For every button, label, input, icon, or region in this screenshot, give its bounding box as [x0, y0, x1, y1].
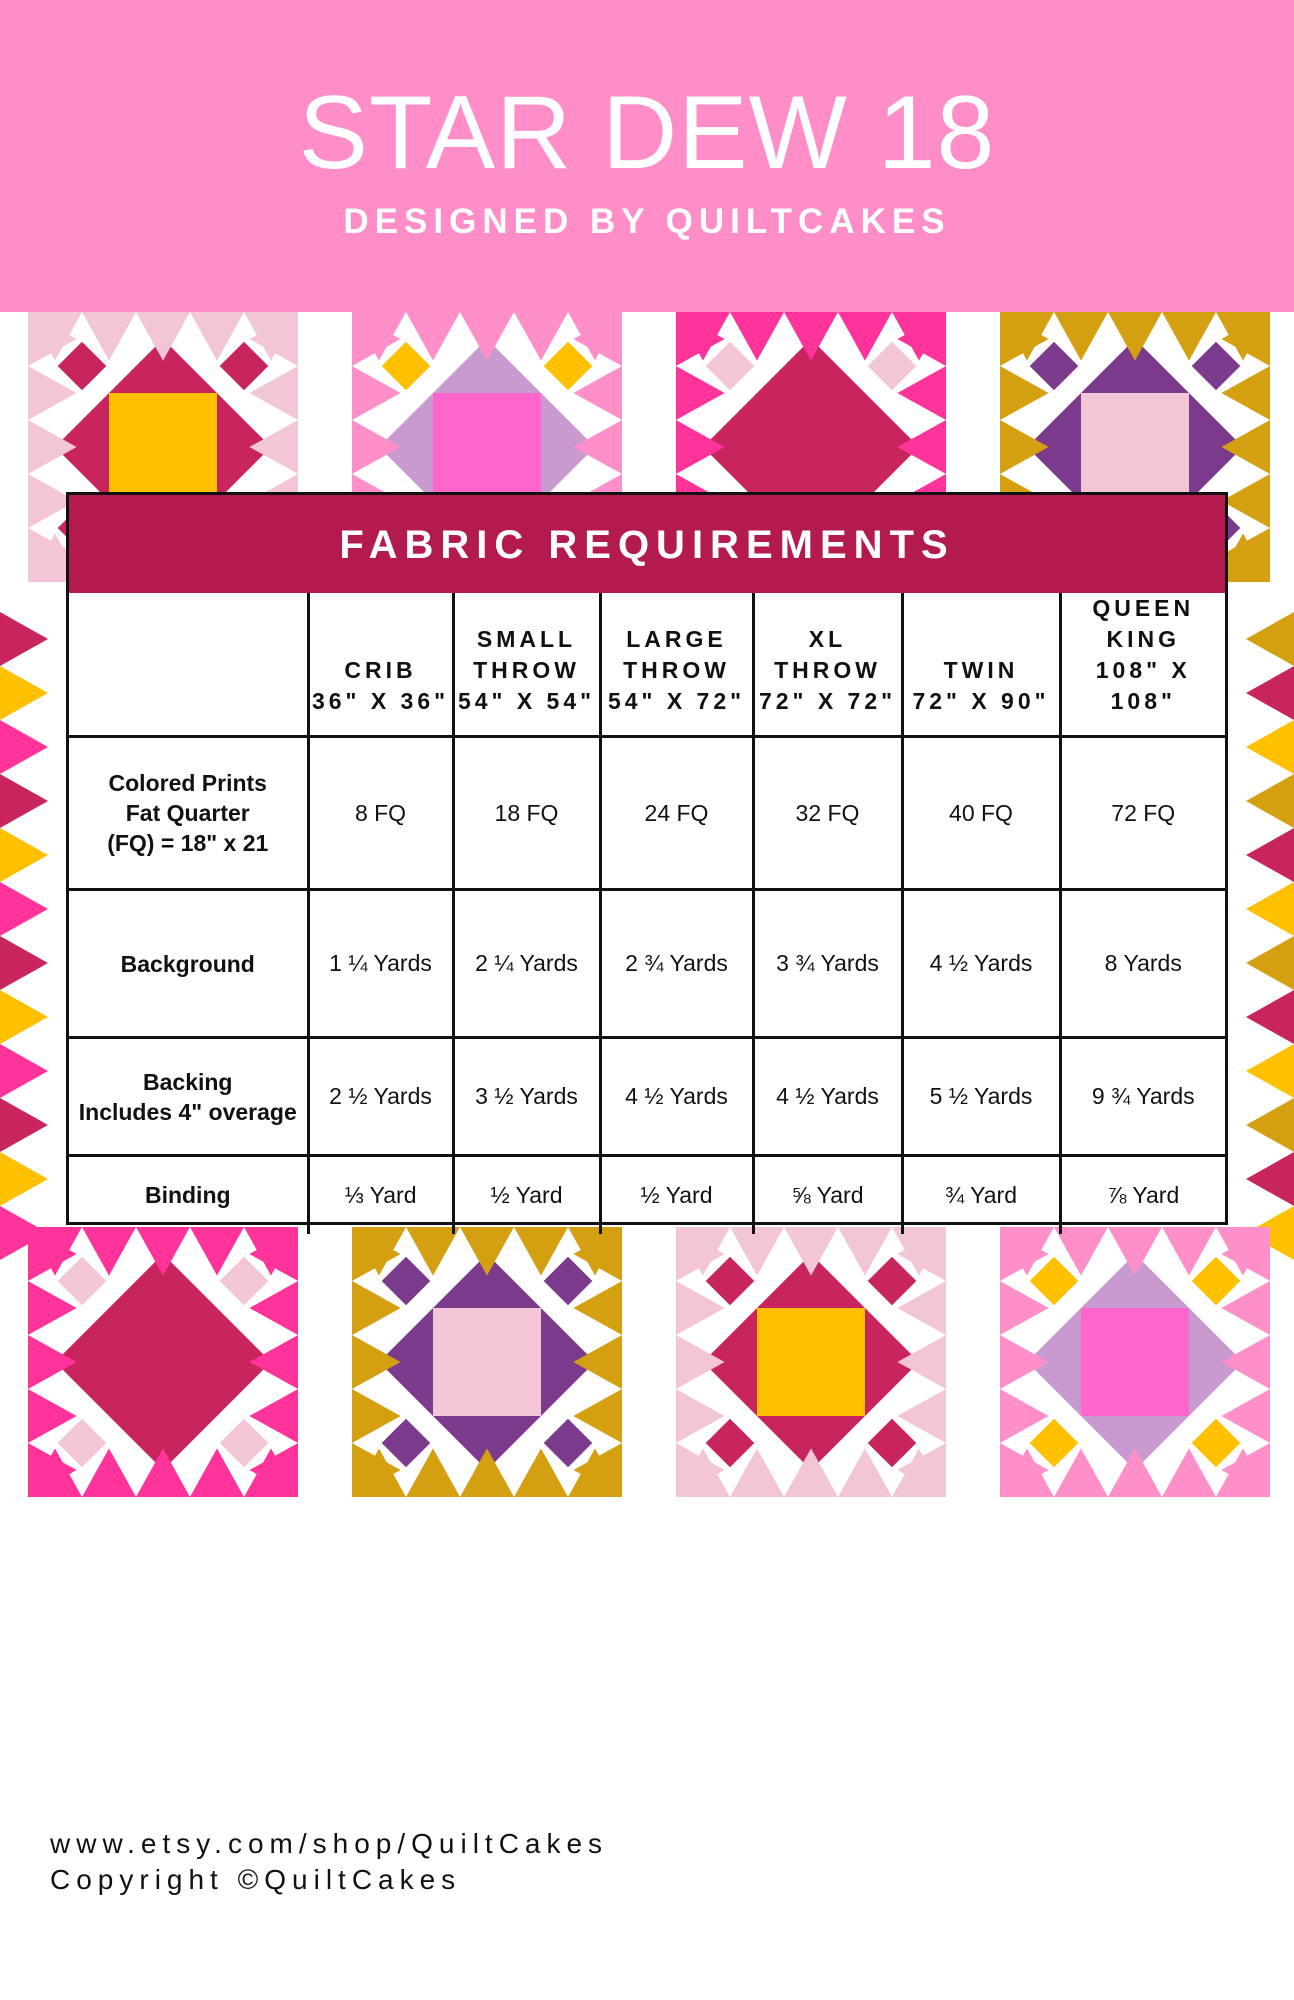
corner-diamond [1192, 1419, 1241, 1468]
star-center-square [1081, 1308, 1189, 1416]
corner-diamond [544, 342, 593, 391]
sawtooth-triangle [136, 312, 190, 361]
side-sawtooth-triangle [1246, 936, 1294, 990]
corner-cell [69, 593, 308, 737]
side-sawtooth-triangle [1246, 1152, 1294, 1206]
side-sawtooth-triangle [1246, 882, 1294, 936]
corner-diamond [1030, 1419, 1079, 1468]
corner-diamond [1030, 1257, 1079, 1306]
sawtooth-triangle [1108, 312, 1162, 361]
side-sawtooth-triangle [0, 1044, 48, 1098]
star-center-square [109, 393, 217, 501]
side-sawtooth-triangle [0, 990, 48, 1044]
table-row [69, 1156, 1225, 1234]
sawtooth-triangle [1221, 420, 1270, 474]
sawtooth-triangle [1108, 1227, 1162, 1276]
corner-diamond [220, 342, 269, 391]
sawtooth-triangle [784, 1227, 838, 1276]
side-sawtooth-triangle [0, 666, 48, 720]
corner-diamond [544, 1419, 593, 1468]
side-sawtooth-triangle [0, 828, 48, 882]
side-sawtooth-triangle [0, 612, 48, 666]
sawtooth-triangle [784, 1448, 838, 1497]
sawtooth-triangle [676, 420, 725, 474]
sawtooth-triangle [1108, 1448, 1162, 1497]
table-title: FABRIC REQUIREMENTS [69, 495, 1225, 593]
sawtooth-triangle [249, 1335, 298, 1389]
side-sawtooth-triangle [0, 936, 48, 990]
corner-diamond [382, 342, 431, 391]
side-sawtooth-triangle [0, 882, 48, 936]
side-sawtooth-triangle [1246, 774, 1294, 828]
table-cell: 24 FQ [600, 737, 753, 890]
table-cell: 4 ½ Yards [753, 1038, 902, 1156]
side-sawtooth-triangle [1246, 666, 1294, 720]
sawtooth-triangle [1000, 420, 1049, 474]
table-cell: 40 FQ [902, 737, 1060, 890]
corner-diamond [58, 1419, 107, 1468]
table-row [69, 890, 1225, 1038]
side-sawtooth-triangle [1246, 612, 1294, 666]
table-cell: ⅞ Yard [1060, 1156, 1225, 1234]
side-sawtooth-triangle [1246, 1098, 1294, 1152]
corner-diamond [868, 1419, 917, 1468]
corner-diamond [868, 342, 917, 391]
corner-diamond [706, 1419, 755, 1468]
table-cell: ½ Yard [600, 1156, 753, 1234]
sawtooth-triangle [573, 420, 622, 474]
table-cell: 4 ½ Yards [902, 890, 1060, 1038]
table-cell: 8 FQ [308, 737, 453, 890]
table-cell: 2 ¾ Yards [600, 890, 753, 1038]
sawtooth-triangle [1221, 1335, 1270, 1389]
fabric-requirements-table [66, 492, 1228, 1225]
corner-diamond [220, 1257, 269, 1306]
footer [50, 1826, 608, 1898]
star-center-square [757, 1308, 865, 1416]
title-banner [0, 0, 1294, 312]
table-cell: 32 FQ [753, 737, 902, 890]
requirements-grid [69, 593, 1225, 1234]
corner-diamond [58, 342, 107, 391]
sawtooth-triangle [28, 420, 77, 474]
corner-diamond [382, 1419, 431, 1468]
table-cell: 8 Yards [1060, 890, 1225, 1038]
sawtooth-triangle [352, 420, 401, 474]
star-center-square [1081, 393, 1189, 501]
row-label: Background [69, 890, 308, 1038]
table-row [69, 737, 1225, 890]
table-cell: 9 ¾ Yards [1060, 1038, 1225, 1156]
table-cell: 1 ¼ Yards [308, 890, 453, 1038]
column-header: XL THROW 72" X 72" [753, 593, 902, 737]
corner-diamond [220, 1419, 269, 1468]
copyright-notice: Copyright ©QuiltCakes [50, 1864, 462, 1895]
sawtooth-triangle [28, 1335, 77, 1389]
column-header: QUEEN KING 108" X 108" [1060, 593, 1225, 737]
side-sawtooth-triangle [1246, 1044, 1294, 1098]
sawtooth-triangle [573, 1335, 622, 1389]
corner-diamond [1192, 342, 1241, 391]
row-label: Backing Includes 4" overage [69, 1038, 308, 1156]
star-center-square [757, 393, 865, 501]
side-sawtooth-triangle [0, 1098, 48, 1152]
table-cell: 4 ½ Yards [600, 1038, 753, 1156]
column-header: CRIB 36" X 36" [308, 593, 453, 737]
table-cell: 2 ½ Yards [308, 1038, 453, 1156]
row-label: Colored Prints Fat Quarter (FQ) = 18" x 21 [69, 737, 308, 890]
column-header: LARGE THROW 54" X 72" [600, 593, 753, 737]
side-sawtooth-triangle [0, 774, 48, 828]
corner-diamond [382, 1257, 431, 1306]
side-sawtooth-triangle [0, 720, 48, 774]
star-center-square [433, 1308, 541, 1416]
corner-diamond [868, 1257, 917, 1306]
table-cell: 5 ½ Yards [902, 1038, 1060, 1156]
table-cell: 3 ¾ Yards [753, 890, 902, 1038]
side-sawtooth-triangle [1246, 720, 1294, 774]
sawtooth-triangle [136, 1227, 190, 1276]
sawtooth-triangle [784, 312, 838, 361]
side-sawtooth-triangle [0, 1152, 48, 1206]
row-label: Binding [69, 1156, 308, 1234]
corner-diamond [58, 1257, 107, 1306]
column-header: TWIN 72" X 90" [902, 593, 1060, 737]
table-row [69, 1038, 1225, 1156]
side-sawtooth-triangle [1246, 828, 1294, 882]
star-center-square [433, 393, 541, 501]
sawtooth-triangle [897, 420, 946, 474]
star-center-square [109, 1308, 217, 1416]
corner-diamond [706, 342, 755, 391]
sawtooth-triangle [1000, 1335, 1049, 1389]
designer-subtitle: DESIGNED BY QUILTCAKES [343, 202, 951, 241]
sawtooth-triangle [460, 312, 514, 361]
size-header-row [69, 593, 1225, 737]
sawtooth-triangle [460, 1227, 514, 1276]
table-cell: ⅓ Yard [308, 1156, 453, 1234]
corner-diamond [1030, 342, 1079, 391]
table-cell: ½ Yard [453, 1156, 600, 1234]
column-header: SMALL THROW 54" X 54" [453, 593, 600, 737]
table-cell: ⅝ Yard [753, 1156, 902, 1234]
sawtooth-triangle [676, 1335, 725, 1389]
shop-url: www.etsy.com/shop/QuiltCakes [50, 1828, 609, 1859]
sawtooth-triangle [136, 1448, 190, 1497]
corner-diamond [706, 1257, 755, 1306]
sawtooth-triangle [352, 1335, 401, 1389]
sawtooth-triangle [460, 1448, 514, 1497]
table-cell: 72 FQ [1060, 737, 1225, 890]
side-sawtooth-triangle [1246, 990, 1294, 1044]
table-cell: 3 ½ Yards [453, 1038, 600, 1156]
table-cell: 2 ¼ Yards [453, 890, 600, 1038]
corner-diamond [544, 1257, 593, 1306]
table-cell: ¾ Yard [902, 1156, 1060, 1234]
corner-diamond [1192, 1257, 1241, 1306]
page-title: STAR DEW 18 [298, 75, 996, 191]
table-cell: 18 FQ [453, 737, 600, 890]
sawtooth-triangle [249, 420, 298, 474]
sawtooth-triangle [897, 1335, 946, 1389]
